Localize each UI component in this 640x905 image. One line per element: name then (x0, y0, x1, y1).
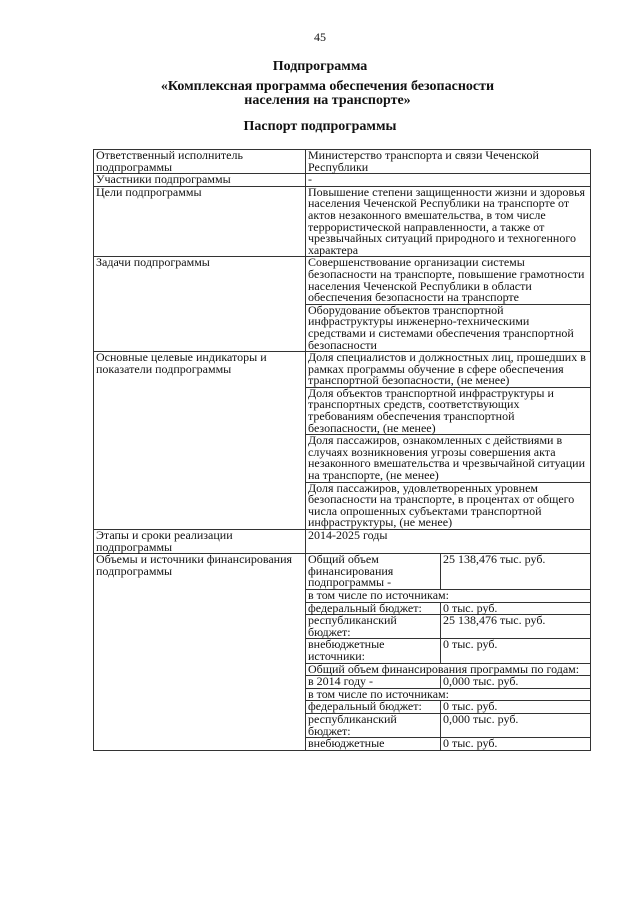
funding-value: 0 тыс. руб. (441, 639, 591, 663)
row-value: Доля объектов транспортной инфраструктуры и транспортных средств, соответствующих требованиям обеспечения транспортной безопасности, (не менее) (306, 387, 591, 434)
row-label: Этапы и сроки реализации подпрограммы (94, 530, 306, 554)
row-value: - (306, 174, 591, 187)
funding-label: республиканский бюджет: (306, 713, 441, 737)
funding-label: федеральный бюджет: (306, 701, 441, 714)
row-value: Доля специалистов и должностных лиц, прошедших в рамках программы обучение в сфере обеспечения транспортной безопасности, (не менее) (306, 352, 591, 388)
funding-value: 0,000 тыс. руб. (441, 676, 591, 689)
row-value: Совершенствование организации системы безопасности на транспорте, повышение грамотности населения Чеченской Республики в области обеспечения безопасности на транспорте (306, 257, 591, 304)
page-number: 45 (314, 30, 326, 44)
funding-label: Общий объем финансирования подпрограммы - (306, 554, 441, 590)
row-value: Оборудование объектов транспортной инфраструктуры инженерно-техническими средствами и системами обеспечения транспортной безопасности (306, 304, 591, 351)
section-title: Паспорт подпрограммы (243, 119, 397, 134)
table-row (94, 257, 591, 304)
row-value: Доля пассажиров, ознакомленных с действиями в случаях возникновения угрозы совершения акта незаконного вмешательства и чрезвычайной ситуации на транспорте, (не менее) (306, 435, 591, 482)
row-label: Цели подпрограммы (94, 186, 306, 257)
row-value: Министерство транспорта и связи Чеченской Республики (306, 150, 591, 174)
funding-label: федеральный бюджет: (306, 602, 441, 615)
table-row (94, 530, 591, 554)
funding-label: внебюджетные источники: (306, 639, 441, 663)
row-label: Задачи подпрограммы (94, 257, 306, 352)
funding-value: 25 138,476 тыс. руб. (441, 554, 591, 590)
table-row (94, 150, 591, 174)
row-label: Объемы и источники финансирования подпрограммы (94, 554, 306, 751)
funding-value: 0 тыс. руб. (441, 738, 591, 751)
row-label: Ответственный исполнитель подпрограммы (94, 150, 306, 174)
program-name: «Комплексная программа обеспечения безопасности населения на транспорте» (160, 79, 495, 108)
passport-table (93, 149, 591, 751)
funding-value: 0,000 тыс. руб. (441, 713, 591, 737)
funding-label: в том числе по источникам: (306, 589, 591, 602)
row-value: Доля пассажиров, удовлетворенных уровнем безопасности на транспорте, в процентах от общего числа опрошенных субъектами транспортной инфраструктуры, (не менее) (306, 482, 591, 529)
funding-label: внебюджетные (306, 738, 441, 751)
funding-label: республиканский бюджет: (306, 615, 441, 639)
funding-value: 0 тыс. руб. (441, 701, 591, 714)
row-label: Основные целевые индикаторы и показатели подпрограммы (94, 352, 306, 530)
table-row (94, 186, 591, 257)
funding-label: Общий объем финансирования программы по годам: (306, 663, 591, 676)
funding-label: в 2014 году - (306, 676, 441, 689)
funding-value: 0 тыс. руб. (441, 602, 591, 615)
table-row (94, 554, 591, 590)
table-row (94, 352, 591, 388)
funding-value: 25 138,476 тыс. руб. (441, 615, 591, 639)
document-title: Подпрограмма (272, 59, 368, 74)
row-value: Повышение степени защищенности жизни и здоровья населения Чеченской Республики на транспорте от актов незаконного вмешательства, в том числе террористической направленности, а также от чрезвычайных ситуаций природного и техногенного характера (306, 186, 591, 257)
row-value: 2014-2025 годы (306, 530, 591, 554)
funding-label: в том числе по источникам: (306, 688, 591, 701)
row-label: Участники подпрограммы (94, 174, 306, 187)
